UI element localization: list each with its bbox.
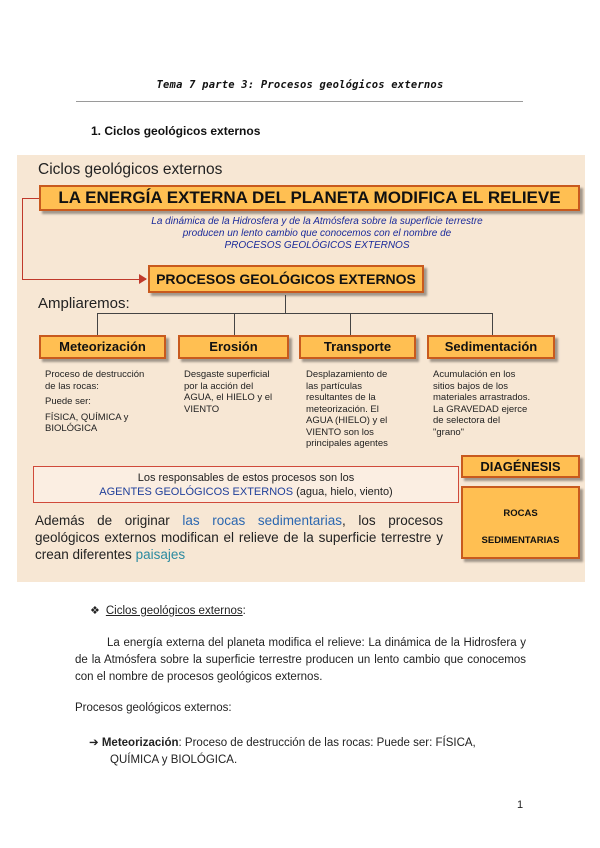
ademas-highlight-paisajes: paisajes <box>135 547 186 562</box>
desc-line: BIOLÓGICA <box>45 423 98 434</box>
desc-sedimentacion <box>433 369 563 438</box>
agents-highlight: AGENTES GEOLÓGICOS EXTERNOS <box>99 486 294 498</box>
desc-line: las partículas <box>306 380 362 392</box>
ademas-paragraph <box>35 512 443 563</box>
energy-banner: LA ENERGÍA EXTERNA DEL PLANETA MODIFICA EL RELIEVE <box>39 185 580 211</box>
responsables-line-2 <box>34 485 458 499</box>
responsables-line-1: Los responsables de estos procesos son los <box>137 472 355 484</box>
bullet-colon: : <box>242 605 246 617</box>
red-arrow-head <box>139 274 147 284</box>
rocas-sedimentarias-box <box>461 486 580 559</box>
document-title: Tema 7 parte 3: Procesos geológicos externos <box>156 79 444 91</box>
tree-horizontal <box>97 313 492 314</box>
blue-line-3: PROCESOS GEOLÓGICOS EXTERNOS <box>224 240 410 251</box>
desc-line: "grano" <box>433 426 465 438</box>
category-erosion: Erosión <box>178 335 289 359</box>
agents-rest: (agua, hielo, viento) <box>293 486 393 498</box>
category-meteorizacion: Meteorización <box>39 335 166 359</box>
desc-line: VIENTO son los <box>306 426 374 438</box>
section-heading: 1. Ciclos geológicos externos <box>91 124 261 138</box>
slide-diagram <box>17 155 585 582</box>
tree-drop-2 <box>234 313 235 335</box>
diamond-bullet-icon: ❖ <box>90 605 100 617</box>
ademas-text-1: Además de originar <box>35 513 183 528</box>
tree-stem <box>285 295 286 313</box>
desc-line: sitios bajos de los <box>433 380 508 392</box>
desc-line: meteorización. El <box>306 403 379 415</box>
desc-line: principales agentes <box>306 438 388 449</box>
desc-line: de selectora del <box>433 415 501 426</box>
responsables-box <box>33 466 459 503</box>
blue-line-2: producen un lento cambio que conocemos con el nombre de <box>182 228 452 239</box>
slide-title: Ciclos geológicos externos <box>38 161 223 178</box>
meteo-term: Meteorización <box>101 737 179 749</box>
header-rule <box>76 101 523 102</box>
desc-meteorizacion <box>45 369 170 435</box>
arrow-right-icon: ➔ <box>89 737 99 749</box>
processes-box: PROCESOS GEOLÓGICOS EXTERNOS <box>148 265 424 293</box>
desc-line: AGUA, el HIELO y el <box>184 392 273 403</box>
meteo-continuation: QUÍMICA y BIOLÓGICA. <box>110 754 238 766</box>
tree-drop-4 <box>492 313 493 335</box>
desc-line: Acumulación en los <box>433 369 516 380</box>
desc-line: Desplazamiento de <box>306 369 388 380</box>
desc-erosion <box>184 369 294 415</box>
body-paragraph: La energía externa del planeta modifica el relieve: La dinámica de la Hidrosfera y de la Atmósfera sobre la superficie terrestre producen un lento cambio que conocemos con el nombre de procesos geológicos externos. <box>75 637 526 683</box>
ampliaremos-label: Ampliaremos: <box>38 295 130 312</box>
desc-line: Puede ser: <box>45 396 91 407</box>
hydrosphere-description <box>117 216 517 252</box>
red-connector-vertical <box>22 198 23 279</box>
desc-transporte <box>306 369 421 450</box>
desc-line: Proceso de destrucción <box>45 369 145 380</box>
rocas-line-1: ROCAS <box>503 508 538 519</box>
desc-line: materiales arrastrados. <box>433 392 531 403</box>
desc-line: FÍSICA, QUÍMICA y <box>45 411 129 423</box>
category-sedimentacion: Sedimentación <box>427 335 555 359</box>
desc-line: AGUA (HIELO) y el <box>306 415 388 426</box>
ademas-text-2: , los procesos geológicos externos modifican el relieve de la superficie terrestre y crean diferentes <box>35 513 443 562</box>
page-number: 1 <box>517 799 524 811</box>
desc-line: de las rocas: <box>45 380 99 392</box>
rocas-line-2: SEDIMENTARIAS <box>481 535 560 546</box>
ademas-highlight-rocas: las rocas sedimentarias <box>182 513 342 528</box>
meteo-definition: : Proceso de destrucción de las rocas: Puede ser: FÍSICA, <box>178 737 476 749</box>
red-connector-bottom <box>22 279 146 280</box>
category-transporte: Transporte <box>299 335 416 359</box>
tree-drop-3 <box>350 313 351 335</box>
red-connector-top <box>22 198 39 199</box>
desc-line: La GRAVEDAD ejerce <box>433 403 528 415</box>
bullet-ciclos <box>90 604 246 617</box>
desc-line: VIENTO <box>184 403 220 415</box>
blue-line-1: La dinámica de la Hidrosfera y de la Atmósfera sobre la superficie terrestre <box>151 216 483 227</box>
procesos-label: Procesos geológicos externos: <box>75 702 232 714</box>
desc-line: por la acción del <box>184 380 254 392</box>
diagenesis-box: DIAGÉNESIS <box>461 455 580 478</box>
desc-line: resultantes de la <box>306 392 376 403</box>
meteorizacion-item <box>89 735 527 769</box>
desc-line: Desgaste superficial <box>184 369 270 380</box>
bullet-label: Ciclos geológicos externos <box>105 605 243 617</box>
tree-drop-1 <box>97 313 98 335</box>
